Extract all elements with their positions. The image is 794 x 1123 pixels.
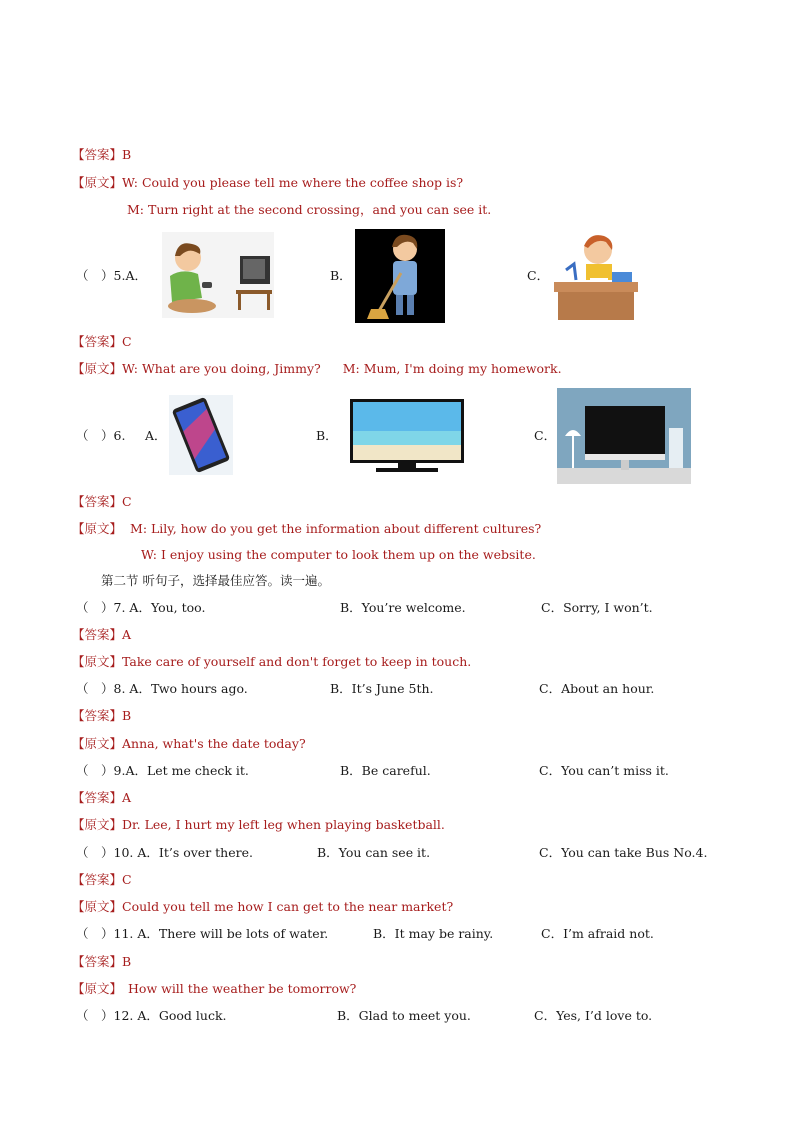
script-9: 【原文】Dr. Lee, I hurt my left leg when playing basketball.	[72, 817, 445, 832]
answer-9: 【答案】A	[72, 790, 132, 805]
q7-option-c: C．Sorry, I won’t.	[541, 600, 653, 615]
script-8: 【原文】Anna, what's the date today?	[72, 736, 306, 751]
answer-4: 【答案】B	[72, 147, 132, 162]
question-6: （ ）6.	[76, 428, 126, 443]
smartphone-image	[169, 395, 233, 475]
q11-option-c: C．I’m afraid not.	[541, 926, 654, 941]
q6-option-a: A．	[145, 428, 167, 443]
q10-option-b: B．You can see it.	[317, 845, 431, 860]
script-10: 【原文】Could you tell me how I can get to the near market?	[72, 899, 454, 914]
q12-option-c: C．Yes, I’d love to.	[534, 1008, 653, 1023]
question-7: （ ）7. A．You, too.	[76, 600, 206, 615]
script-6-m: 【原文】 M: Lily, how do you get the information about different cultures?	[72, 521, 542, 536]
script-6-w: W: I enjoy using the computer to look them up on the website.	[141, 547, 536, 562]
question-9: （ ）9.A．Let me check it.	[76, 763, 249, 778]
boy-doing-homework-image	[550, 230, 642, 322]
q5-option-c: C．	[527, 268, 550, 283]
question-8: （ ）8. A．Two hours ago.	[76, 681, 248, 696]
answer-6: 【答案】C	[72, 494, 132, 509]
script-11: 【原文】 How will the weather be tomorrow?	[72, 981, 357, 996]
answer-10: 【答案】C	[72, 872, 132, 887]
question-10: （ ）10. A．It’s over there.	[76, 845, 253, 860]
script-4-m: M: Turn right at the second crossing，and you can see it.	[127, 202, 492, 217]
answer-11: 【答案】B	[72, 954, 132, 969]
q10-option-c: C．You can take Bus No.4.	[539, 845, 708, 860]
q6-option-b: B．	[316, 428, 338, 443]
question-5: （ ）5.A．	[76, 268, 147, 283]
script-7: 【原文】Take care of yourself and don't forget to keep in touch.	[72, 654, 472, 669]
answer-5: 【答案】C	[72, 334, 132, 349]
script-4-w: 【原文】W: Could you please tell me where the coffee shop is?	[72, 175, 464, 190]
q9-option-b: B．Be careful.	[340, 763, 431, 778]
q6-option-c: C．	[534, 428, 557, 443]
q9-option-c: C．You can’t miss it.	[539, 763, 669, 778]
q7-option-b: B．You’re welcome.	[340, 600, 466, 615]
answer-7: 【答案】A	[72, 627, 132, 642]
section-heading: 第二节 听句子，选择最佳应答。读一遍。	[101, 573, 330, 588]
desktop-computer-image	[557, 388, 691, 484]
answer-8: 【答案】B	[72, 708, 132, 723]
script-5: 【原文】W: What are you doing, Jimmy? M: Mum, I'm doing my homework.	[72, 361, 562, 376]
q5-option-b: B．	[330, 268, 352, 283]
girl-sweeping-image	[355, 229, 445, 323]
television-image	[348, 397, 466, 475]
boy-playing-video-game-image	[162, 232, 274, 318]
q8-option-c: C．About an hour.	[539, 681, 655, 696]
q12-option-b: B．Glad to meet you.	[337, 1008, 471, 1023]
q8-option-b: B．It’s June 5th.	[330, 681, 434, 696]
q11-option-b: B．It may be rainy.	[373, 926, 494, 941]
question-11: （ ）11. A．There will be lots of water.	[76, 926, 329, 941]
question-12: （ ）12. A．Good luck.	[76, 1008, 227, 1023]
